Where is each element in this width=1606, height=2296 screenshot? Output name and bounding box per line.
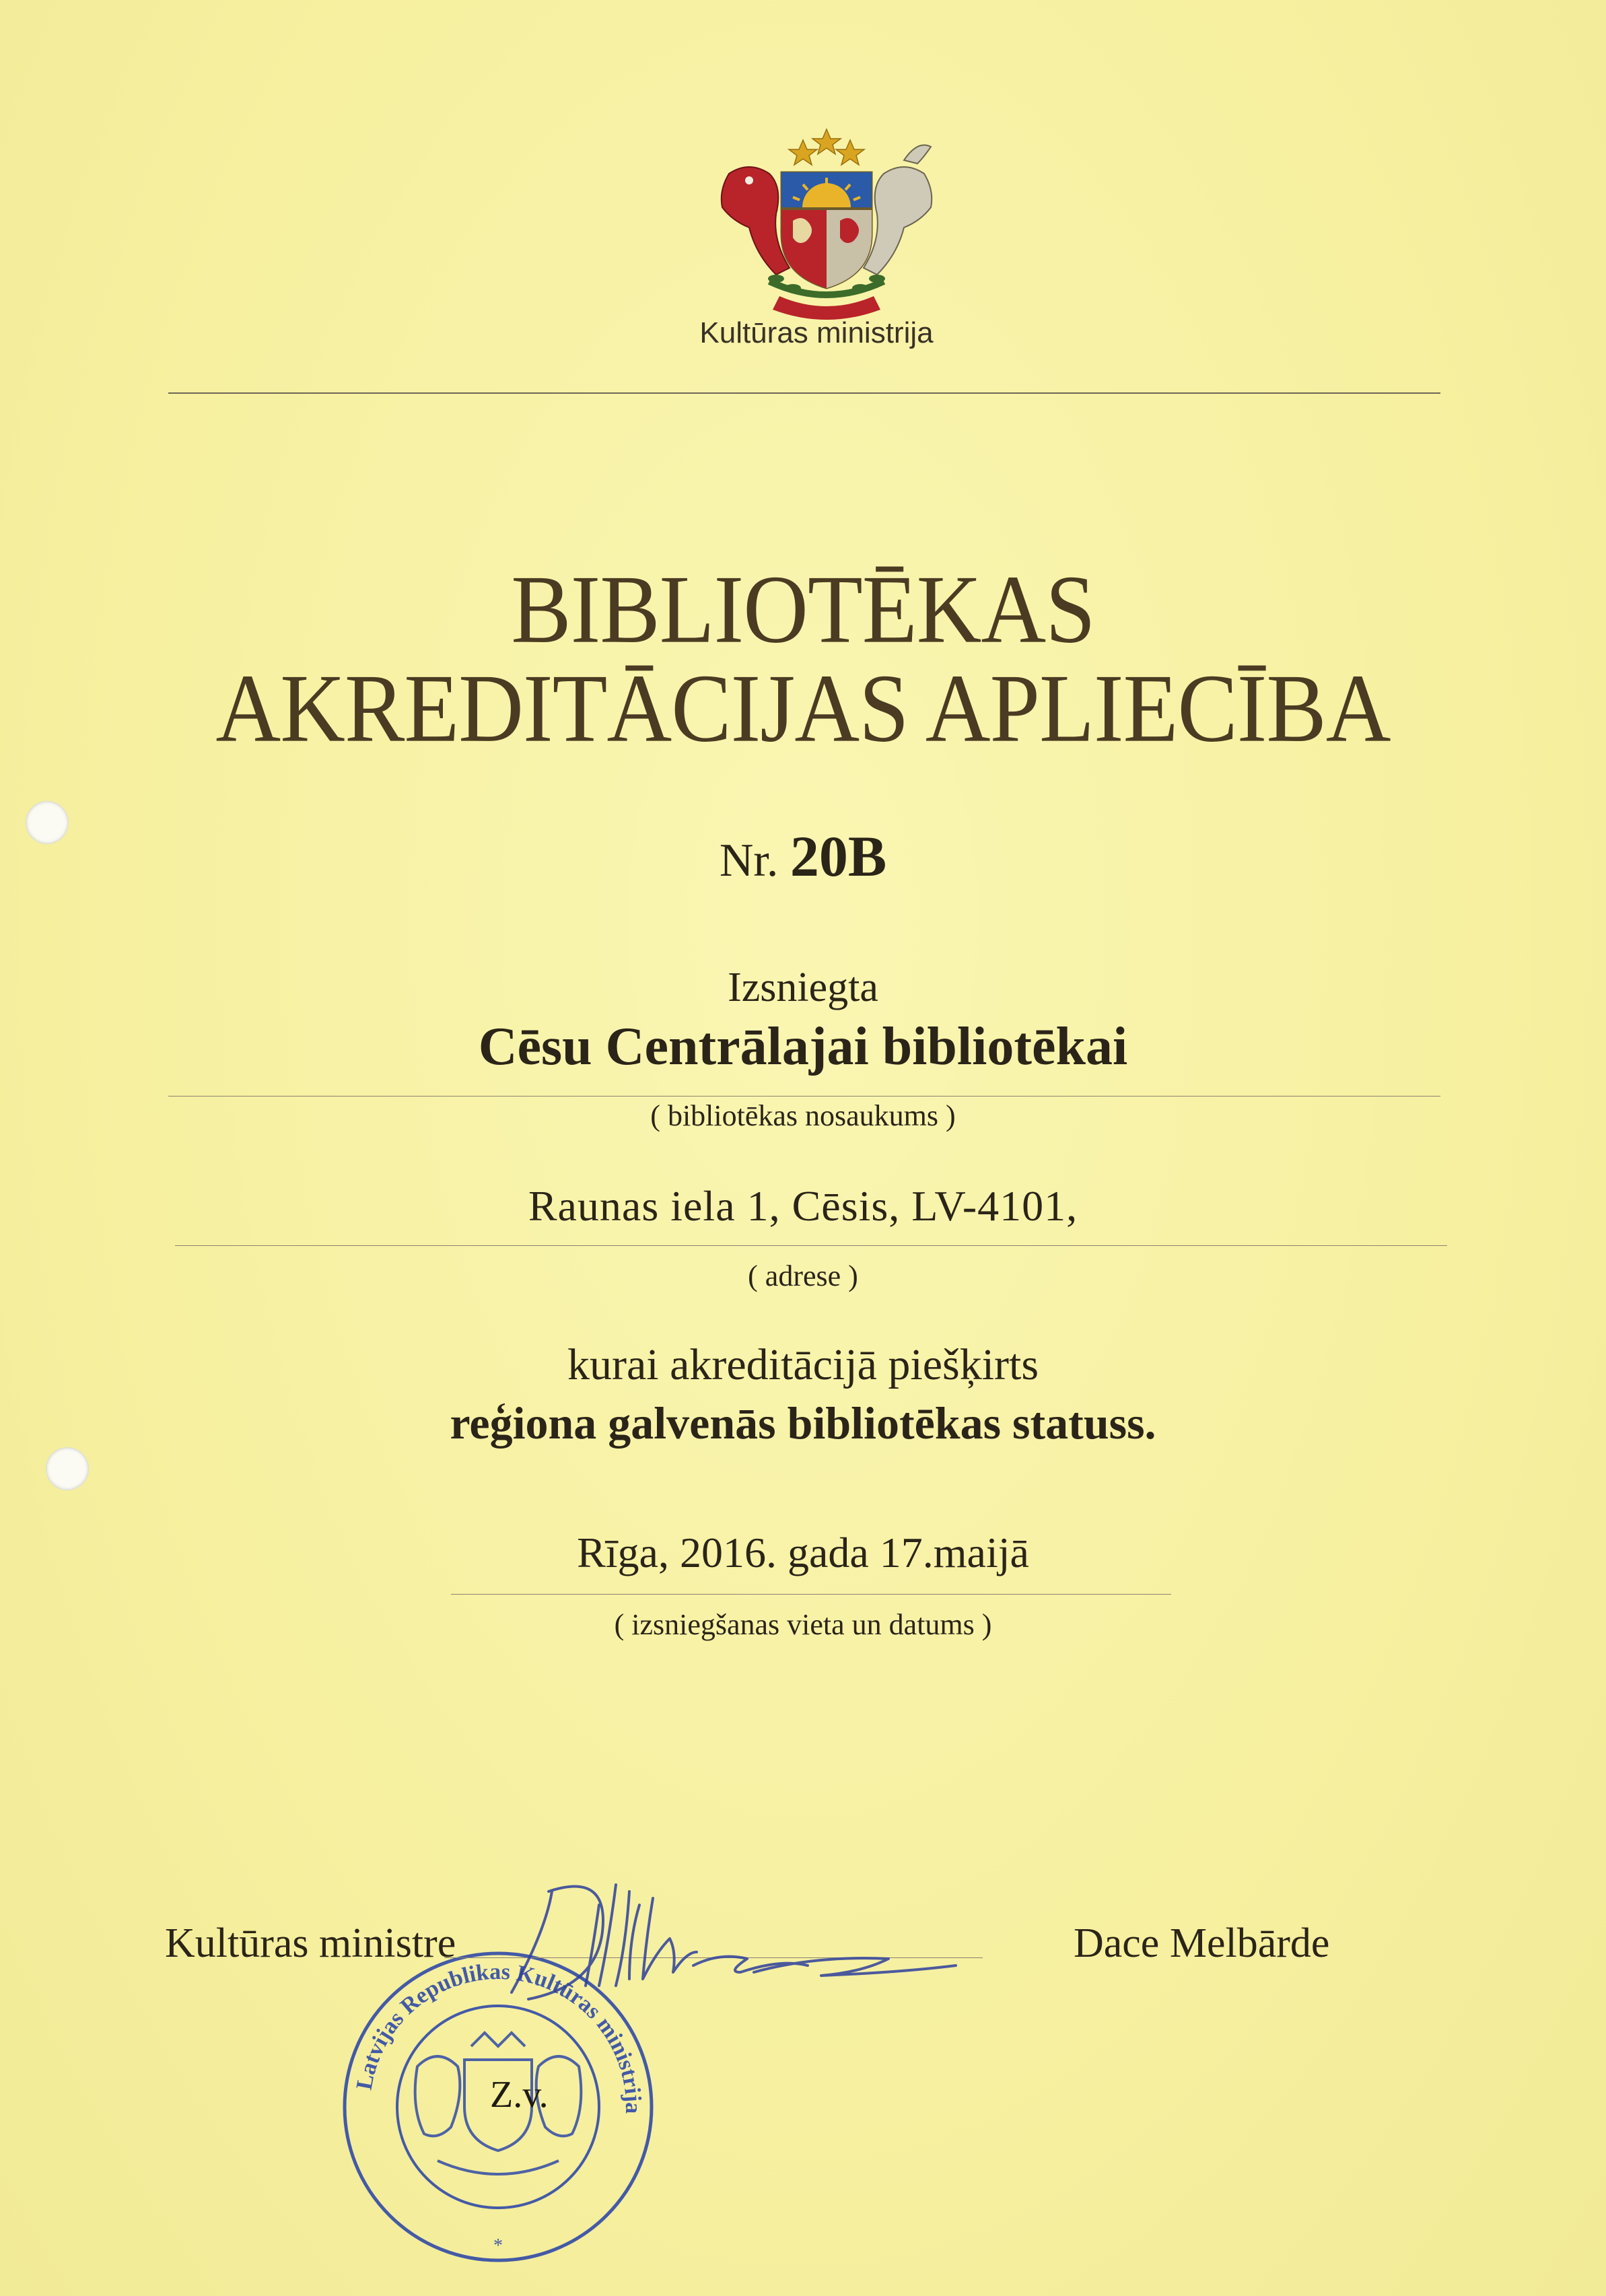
address-underline: [175, 1245, 1447, 1246]
address-caption: ( adrese ): [748, 1259, 858, 1292]
issue-date: Rīga, 2016. gada 17.maijā: [577, 1529, 1029, 1576]
issued-label: Izsniegta: [728, 965, 878, 1010]
number-prefix: Nr.: [719, 835, 779, 886]
certificate-number: [0, 823, 1606, 890]
recipient-caption: ( bibliotēkas nosaukums ): [650, 1099, 956, 1132]
seal-text: Latvijas Republikas Kultūras ministrija: [351, 1959, 646, 2114]
document-title-line1: BIBLIOTĒKAS: [511, 555, 1095, 663]
recipient-underline: [168, 1096, 1440, 1097]
ministry-caption: Kultūras ministrija: [699, 316, 934, 349]
date-underline: [451, 1594, 1171, 1595]
signatory-name: Dace Melbārde: [1074, 1920, 1330, 1966]
punch-hole: [46, 1447, 89, 1490]
header-divider: [168, 392, 1440, 394]
seal-mark-text: Z.v.: [490, 2074, 549, 2116]
handwritten-signature-icon: [471, 1865, 996, 2019]
document-title-line2: AKREDITĀCIJAS APLIECĪBA: [215, 654, 1391, 762]
number-value: 20B: [790, 824, 887, 889]
address-value: Raunas iela 1, Cēsis, LV-4101,: [528, 1182, 1078, 1230]
signatory-title: Kultūras ministre: [165, 1920, 456, 1966]
grant-text: kurai akreditācijā piešķirts: [567, 1340, 1039, 1389]
svg-text:*: *: [493, 2235, 503, 2256]
date-caption: ( izsniegšanas vieta un datums ): [614, 1608, 992, 1641]
grant-status: reģiona galvenās bibliotēkas statuss.: [450, 1397, 1156, 1449]
latvia-coat-of-arms-icon: [702, 120, 951, 322]
recipient-name: Cēsu Centrālajai bibliotēkai: [478, 1017, 1128, 1076]
